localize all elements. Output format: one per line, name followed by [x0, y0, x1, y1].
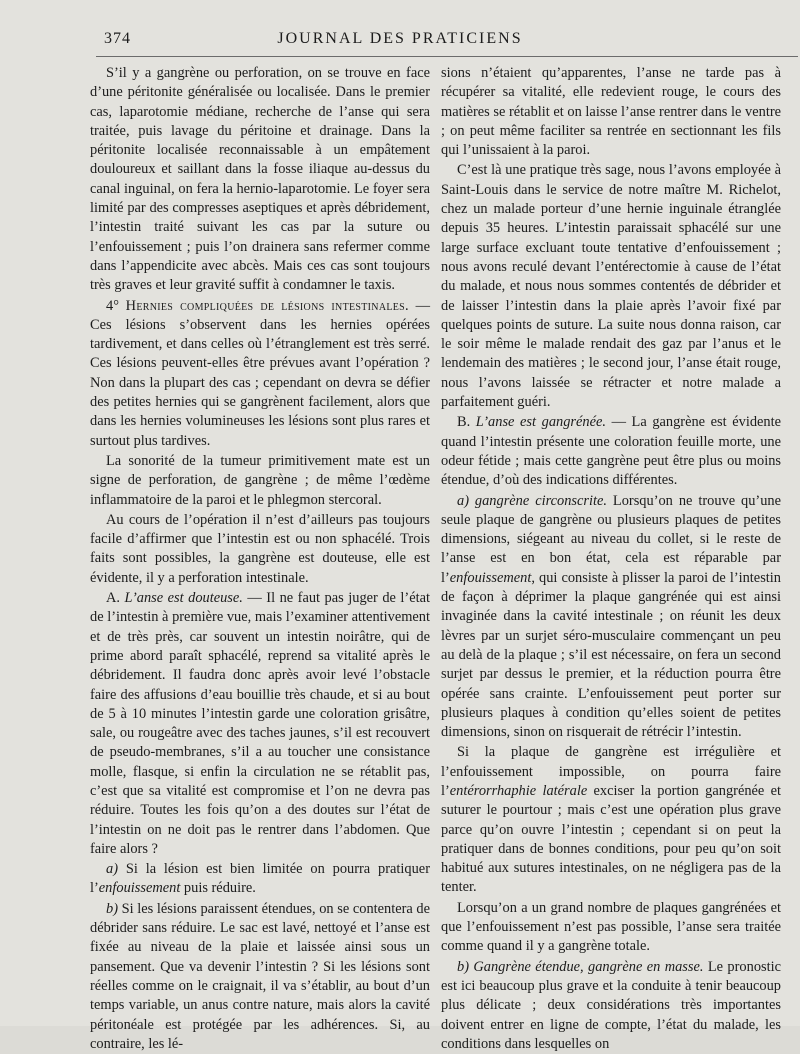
italic-term: enfouissement: [98, 880, 181, 897]
paragraph: Lorsqu’on a un grand nombre de plaques gangrénées et que l’enfouissement n’est pas possible, l’anse sera traitée comme quand il y a gangrène totale.: [441, 899, 781, 955]
subsection-label: B.: [457, 414, 476, 431]
section-number: 4°: [106, 297, 119, 314]
paragraph: [441, 958, 781, 1054]
paragraph-text: — La gangrène est évidente quand l’intestin présente une coloration feuille morte, une odeur fétide ; mais cette gangrène peut être plus ou moins étendue, d’où des indications différentes.: [441, 414, 781, 489]
item-label: b): [457, 958, 474, 975]
item-label: b): [106, 900, 118, 917]
paragraph: S’il y a gangrène ou perforation, on se trouve en face d’une péritonite généralisée ou localisée. Dans le premier cas, laparotomie médiane, recherche de l’anse qui sera traitée, puis lavage du péritoine et drainage. Dans la péritonite localisée reconnaissable à un empâtement douloureux et saillant dans la fosse iliaque au-dessus du canal inguinal, on fera la hernio-laparotomie. Le foyer sera limité par des compresses aseptiques et après débridement, l’intestin traité suivant les cas par la suture ou l’enfouissement ; puis l’on drainera sans refermer comme dans l’appendicite avec abcès. Mais ces cas sont toujours très graves et leur gravité suffit à condamner le taxis.: [90, 65, 430, 294]
paragraph: Au cours de l’opération il n’est d’ailleurs pas toujours facile d’affirmer que l’intestin est ou non sphacélé. Trois faits sont possibles, la gangrène est douteuse, elle est évidente, il y a perforation intestinale.: [90, 511, 430, 586]
paragraph-text: puis réduire.: [180, 880, 256, 897]
paragraph-text: — Il ne faut pas juger de l’état de l’intestin à première vue, mais l’examiner attentivement et de très près, car souvent un intestin noirâtre, qui de prime abord paraît sphacélé, reprend sa vitalité après le débridement. Il faudra donc après avoir levé l’obstacle faire des affusions d’eau bouillie très chaude, et si au bout de 5 à 10 minutes l’intestin garde une coloration grisâtre, sale, ou rougeâtre avec des taches jaunes, s’il est recouvert de pseudo-membranes, s’il a au toucher une consistance molle, flasque, si enfin la circulation ne se rétablit pas, c’est que sa vitalité est compromise et l’on ne devra pas réduire. Toutes les fois qu’on a des doutes sur l’état de l’intestin on ne doit pas le rentrer dans l’abdomen. Que faire alors ?: [90, 590, 430, 857]
paragraph-text: Si la plaque de gangrène est irrégulière et l’enfouissement impossible, on pourra faire l’: [441, 744, 781, 799]
paragraph-text: — Ces lésions s’observent dans les hernies opérées tardivement, et dans celles où l’étranglement est très serré. Ces lésions peuvent-elles être prévues avant l’opération ? Non dans la plupart des cas ; cependant on devra se défier des petites hernies qui se gangrènent facilement, alors que dans les hernies volumineuses les lésions sont plus rares et surtout plus tardives.: [90, 297, 430, 449]
italic-term: entérorrhaphie latérale: [449, 782, 588, 799]
left-column: [90, 64, 430, 1054]
paragraph: [90, 589, 430, 859]
item-heading: Gangrène étendue, gangrène en masse.: [473, 958, 704, 975]
paragraph: [441, 413, 781, 490]
paragraph-text: Si la lésion est bien limitée on pourra pratiquer l’: [90, 861, 430, 897]
paragraph-text: , qui consiste à plisser la paroi de l’intestin de façon à déprimer la plaque gangrénée qui est ainsi invaginée dans la cavité intestinale ; on réunit les deux lèvres par un surjet séro-musculaire commençant un peu au delà de la plaque ; s’il est nécessaire, on fera un second surjet par dessus le premier, et la réduction pourra être opérée sans crainte. L’enfouissement peut porter sur plusieurs plaques à condition qu’elles soient de petites dimensions, sinon on risquerait de rétrécir l’intestin.: [441, 569, 781, 741]
paragraph-text: exciser la portion gangrénée et suturer le pourtour ; mais c’est une opération plus grave parce qu’on ouvre l’intestin ; cependant si on peut la pratiquer dans de bonnes conditions, pour peu qu’on soit habitué aux sutures intestinales, on ne négligera pas de la tenter.: [441, 782, 781, 896]
item-heading: a) gangrène circonscrite.: [457, 492, 607, 509]
paragraph: C’est là une pratique très sage, nous l’avons employée à Saint-Louis dans le service de notre maître M. Richelot, chez un malade porteur d’une hernie inguinale étranglée depuis 35 heures. L’intestin paraissait sphacélé sur une large surface excluant toute tentative d’enfouissement ; nous avons reculé devant l’entérectomie à cause de l’état du malade, et nous nous sommes contentés de débrider et de laisser l’intestin dans la plaie après l’avoir fixé par quelques points de suture. La suite nous donna raison, car le soir même le malade rendait des gaz par l’anus et le lendemain des matières ; le second jour, l’anse était rouge, nous l’avons laissée se rétracter et notre malade a parfaitement guéri.: [441, 162, 781, 411]
right-column: [441, 64, 781, 1054]
italic-term: enfouissement: [449, 569, 532, 586]
paragraph: [90, 860, 430, 899]
paragraph-text: Le pronostic est ici beaucoup plus grave et la conduite à tenir beaucoup plus délicate ; deux considérations très importantes doivent entrer en ligne de compte, l’état du malade, les conditions dans lesquelles on: [441, 958, 781, 1052]
paragraph-text: Lorsqu’on ne trouve qu’une seule plaque de gangrène ou plusieurs plaques de petites dimensions, siégeant au niveau du collet, si le reste de l’anse est en bon état, cela est réparable par l’: [441, 492, 781, 586]
subsection-label: A.: [106, 590, 125, 607]
paragraph: La sonorité de la tumeur primitivement mate est un signe de perforation, de gangrène ; de même l’œdème inflammatoire de la paroi et le phlegmon stercoral.: [90, 452, 430, 508]
paragraph: [441, 492, 781, 743]
paragraph: sions n’étaient qu’apparentes, l’anse ne tarde pas à récupérer sa vitalité, elle redevient rouge, le cours des matières se rétablit et on laisse l’anse rentrer dans le ventre ; on peut même faciliter sa rentrée en sectionnant les fils qui l’unissaient à la paroi.: [441, 65, 781, 159]
item-label: a): [106, 861, 118, 878]
running-title: JOURNAL DES PRATICIENS: [277, 30, 523, 47]
paragraph: [90, 297, 430, 451]
paragraph-text: Si les lésions paraissent étendues, on se contentera de débrider sans réduire. Le sac est lavé, nettoyé et l’anse est fixée au niveau de la plaie et laissée ainsi sous un pansement. Que va devenir l’intestin ? Si les lésions sont réelles comme on le craignait, il va s’établir, au bout d’un temps variable, un anus contre nature, mais alors la cavité péritonéale est protégée par les adhérences. Si, au contraire, les lé-: [90, 900, 430, 1052]
subsection-heading: L’anse est gangrénée.: [475, 414, 606, 431]
paragraph: [441, 743, 781, 897]
page-number: 374: [104, 30, 131, 47]
header-rule: [96, 56, 798, 57]
section-heading: Hernies compliquées de lésions intestinales.: [125, 297, 409, 314]
subsection-heading: L’anse est douteuse.: [124, 590, 243, 607]
page-header: [0, 30, 800, 52]
paragraph: [90, 900, 430, 1054]
